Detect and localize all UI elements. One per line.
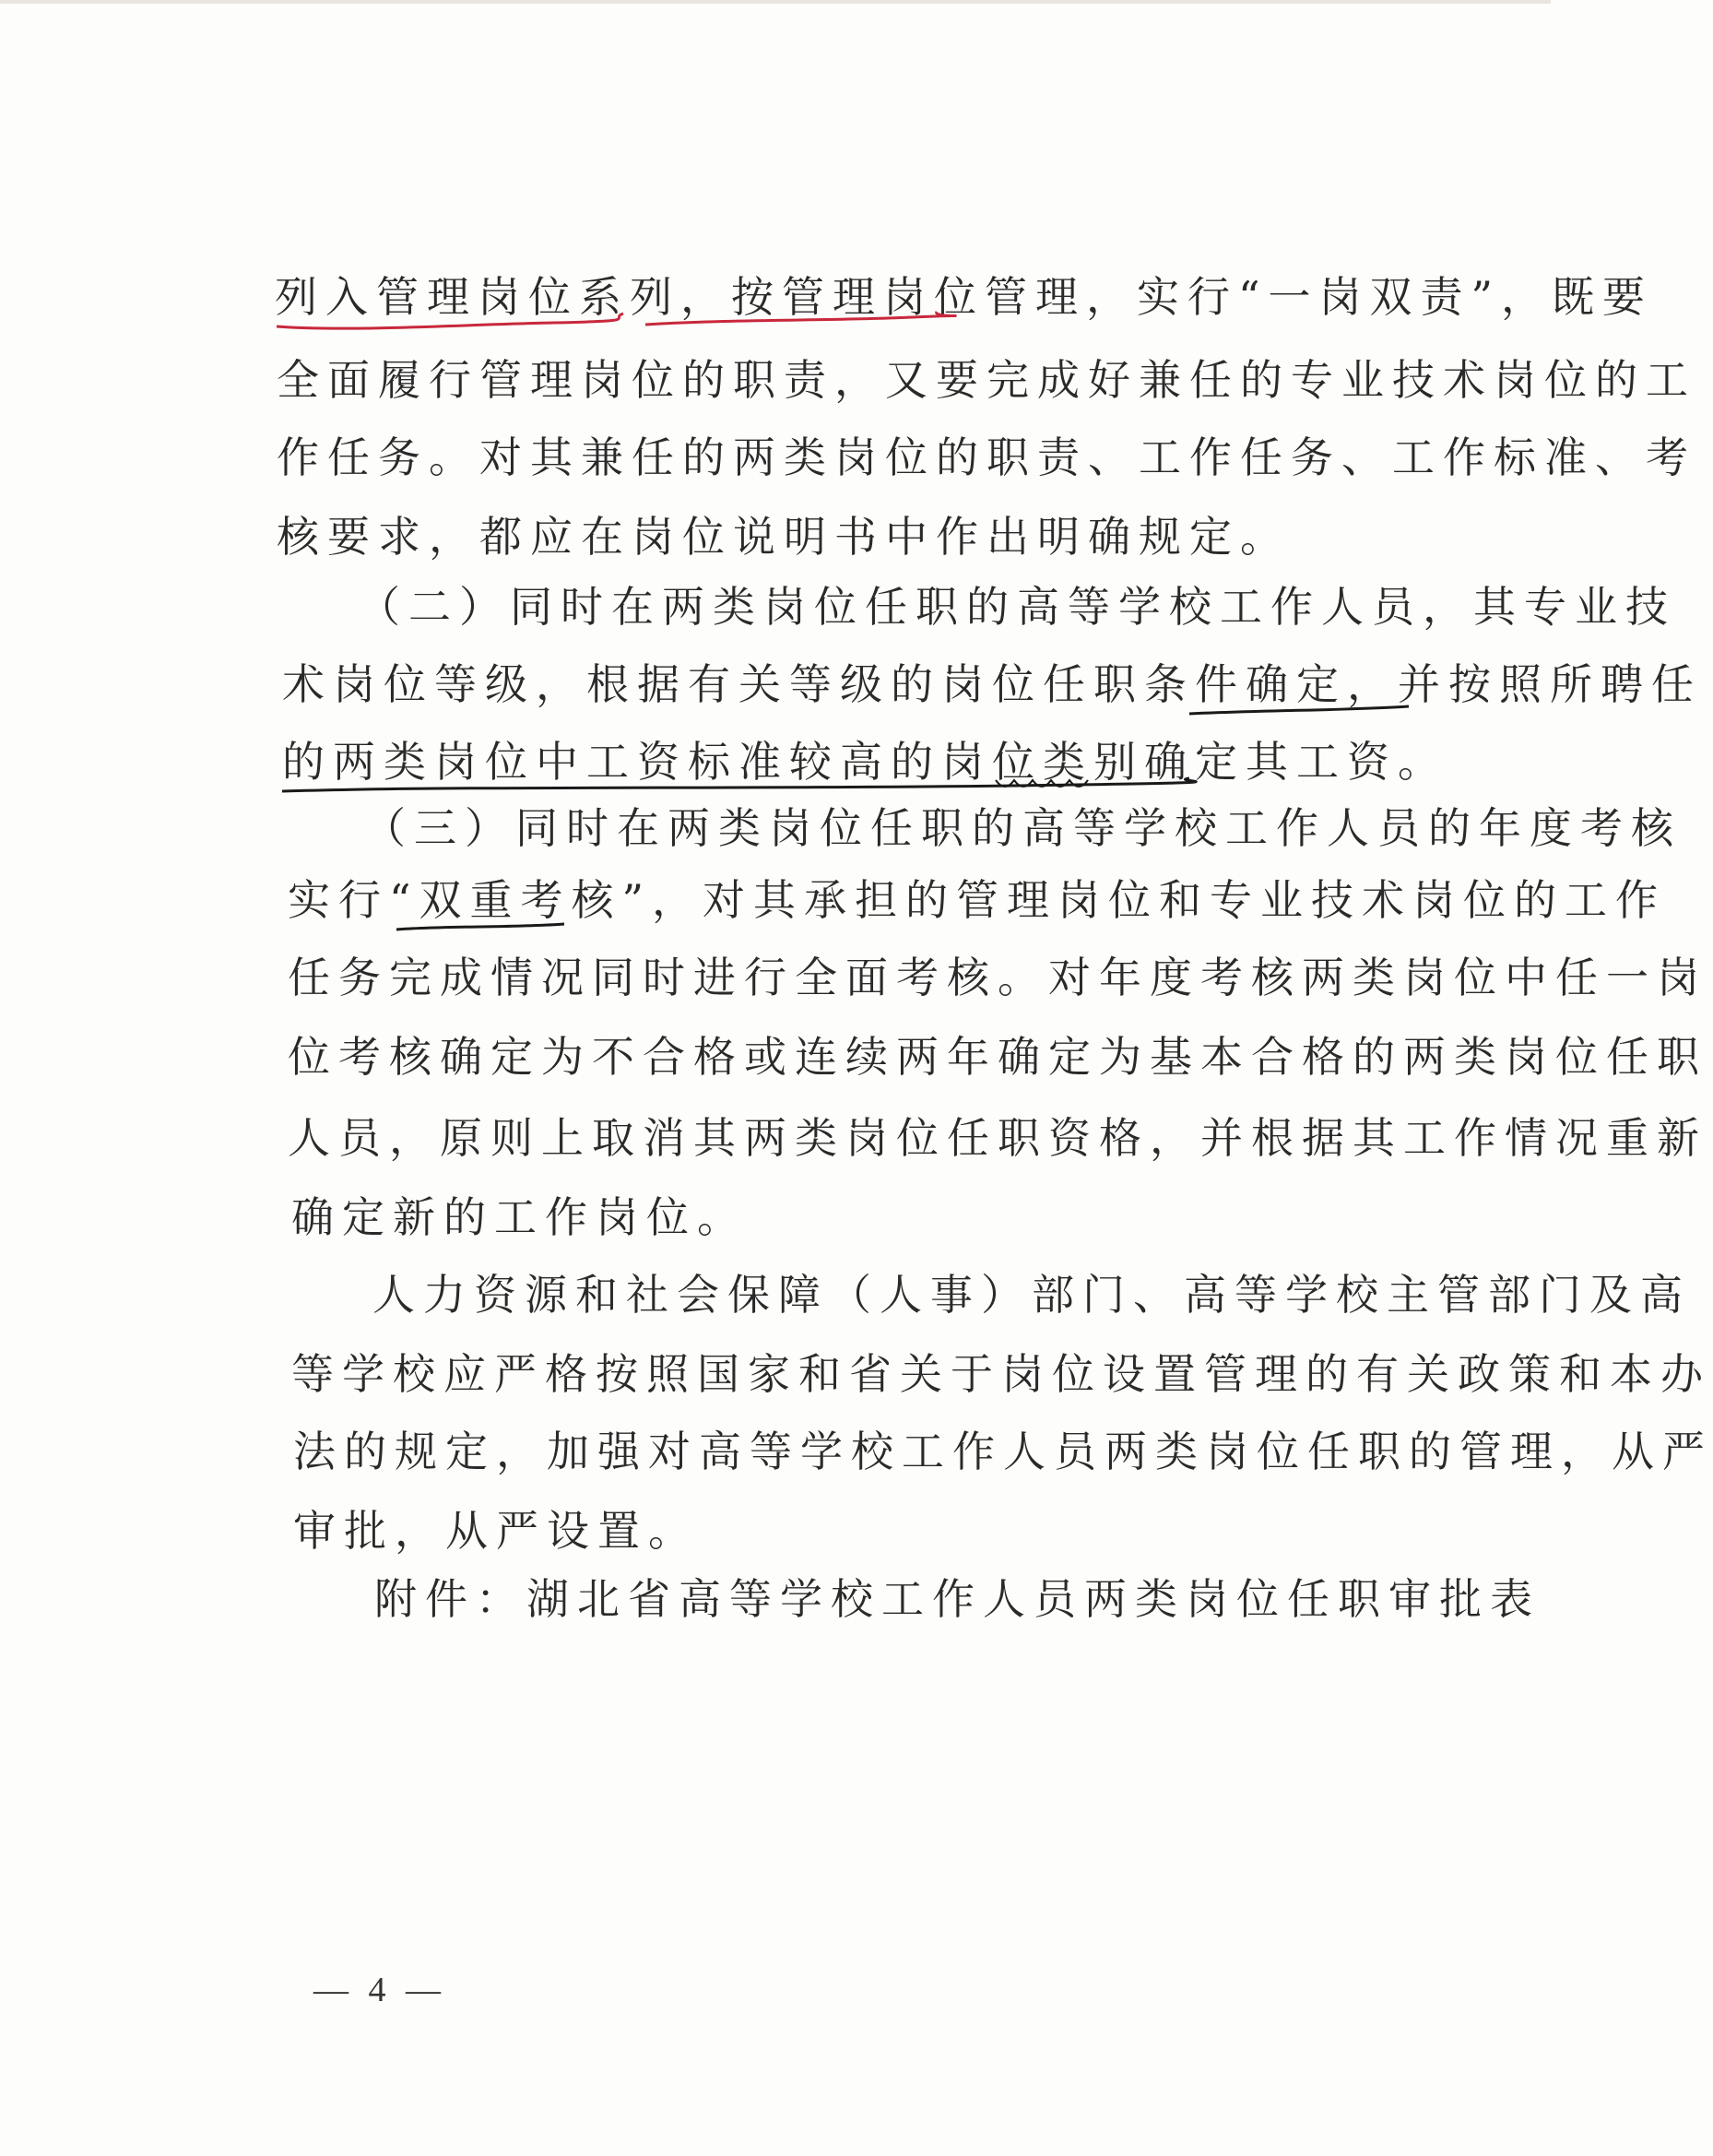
text-line-5: （二）同时在两类岗位任职的高等学校工作人员，其专业技 bbox=[358, 582, 1676, 632]
text-line-11: 位考核确定为不合格或连续两年确定为基本合格的两类岗位任职 bbox=[288, 1032, 1707, 1082]
text-line-3: 作任务。对其兼任的两类岗位的职责、工作任务、工作标准、考 bbox=[277, 432, 1696, 482]
text-line-8: （三）同时在两类岗位任职的高等学校工作人员的年度考核 bbox=[363, 803, 1682, 853]
attachment-line: 附件：湖北省高等学校工作人员两类岗位任职审批表 bbox=[374, 1574, 1541, 1624]
page-number: — 4 — bbox=[313, 1971, 446, 2009]
text-line-2: 全面履行管理岗位的职责，又要完成好兼任的专业技术岗位的工 bbox=[277, 355, 1696, 405]
text-line-17: 审批，从严设置。 bbox=[293, 1506, 699, 1556]
text-line-13: 确定新的工作岗位。 bbox=[291, 1192, 748, 1242]
text-line-12: 人员，原则上取消其两类岗位任职资格，并根据其工作情况重新 bbox=[288, 1113, 1707, 1163]
text-line-7: 的两类岗位中工资标准较高的岗位类别确定其工资。 bbox=[282, 737, 1448, 787]
text-line-16: 法的规定，加强对高等学校工作人员两类岗位任职的管理，从严 bbox=[293, 1427, 1713, 1476]
text-line-15: 等学校应严格按照国家和省关于岗位设置管理的有关政策和本办 bbox=[291, 1349, 1711, 1399]
text-line-1: 列入管理岗位系列，按管理岗位管理，实行“一岗双责”，既要 bbox=[275, 272, 1654, 322]
text-line-14: 人力资源和社会保障（人事）部门、高等学校主管部门及高 bbox=[372, 1270, 1691, 1320]
text-line-10: 任务完成情况同时进行全面考核。对年度考核两类岗位中任一岗 bbox=[288, 953, 1707, 1002]
scan-top-edge bbox=[0, 0, 1551, 4]
text-line-9: 实行“双重考核”，对其承担的管理岗位和专业技术岗位的工作 bbox=[288, 875, 1667, 925]
text-line-4: 核要求，都应在岗位说明书中作出明确规定。 bbox=[277, 512, 1291, 562]
text-line-6: 术岗位等级，根据有关等级的岗位任职条件确定，并按照所聘任 bbox=[282, 659, 1702, 709]
